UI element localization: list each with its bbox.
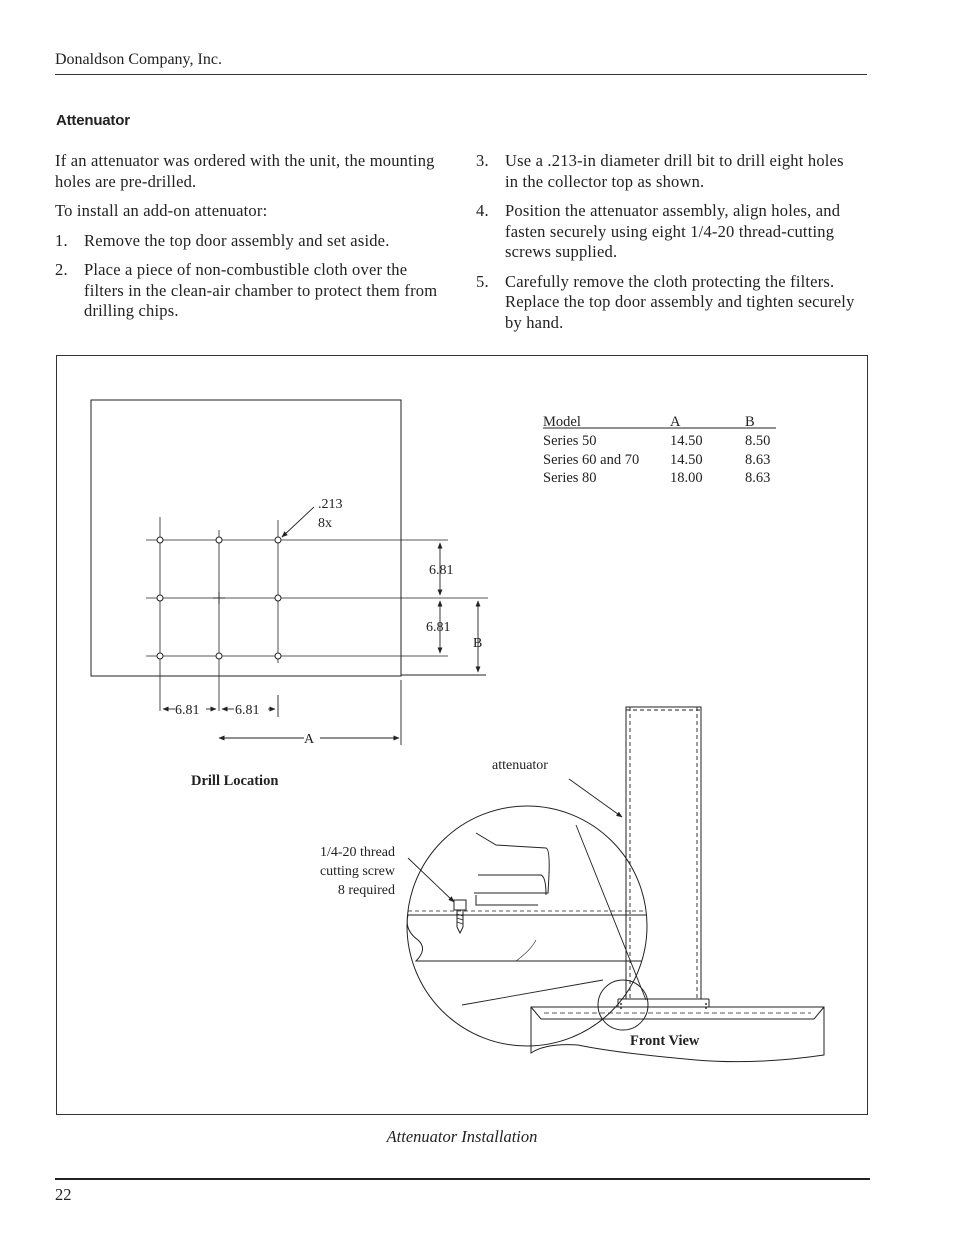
- center-mark: [213, 592, 225, 604]
- table-header-model: Model: [543, 414, 581, 430]
- step-text: Remove the top door assembly and set aside.: [84, 230, 390, 250]
- intro-lead-in: To install an add-on attenuator:: [55, 201, 268, 220]
- step-text: Use a .213-in diameter drill bit to drill eight holes in the collector top as shown.: [505, 151, 844, 191]
- drill-plate: [91, 400, 488, 711]
- table-cell: Series 50: [543, 433, 597, 449]
- step-text: Place a piece of non-combustible cloth over the filters in the clean-air chamber to protect them from drilling chips.: [84, 260, 438, 320]
- dim-a-label: A: [304, 732, 315, 747]
- screw-label-line1: 1/4-20 thread: [319, 845, 395, 860]
- section-title: Attenuator: [56, 112, 130, 129]
- attenuator-leader: [569, 779, 622, 817]
- table-cell: 8.63: [745, 470, 771, 486]
- table-cell: 8.63: [745, 452, 771, 468]
- table-cell: Series 60 and 70: [543, 452, 640, 468]
- front-view-drawing: [531, 707, 824, 1062]
- drill-location-label: Drill Location: [191, 773, 279, 789]
- step-number: 2.: [55, 260, 68, 279]
- figure-caption: Attenuator Installation: [386, 1127, 538, 1146]
- detail-enlargement: [407, 806, 647, 1046]
- screw-leader: [408, 858, 454, 902]
- step-number: 4.: [476, 201, 489, 220]
- step-text: Position the attenuator assembly, align holes, and fasten securely using eight 1/4-20 thread-cutting screws supplied.: [505, 201, 841, 261]
- hole-callout-leader: [282, 507, 314, 537]
- step-5: [476, 272, 856, 334]
- step-4: [476, 201, 856, 263]
- step-2: [55, 260, 447, 322]
- header-company-name: Donaldson Company, Inc.: [55, 51, 222, 68]
- table-header-a: A: [670, 414, 681, 430]
- step-1: [55, 231, 447, 252]
- attenuator-installation-figure: [56, 355, 868, 1115]
- table-cell: 8.50: [745, 433, 771, 449]
- page-number: 22: [55, 1185, 72, 1204]
- step-number: 5.: [476, 271, 489, 291]
- step-text: Carefully remove the cloth protecting the filters. Replace the top door assembly and tighten securely by hand.: [505, 271, 855, 332]
- step-number: 3.: [476, 151, 489, 170]
- dim-right-681: 6.81: [235, 703, 260, 718]
- dim-left-681: 6.81: [175, 703, 200, 718]
- hole-count-label: 8x: [318, 516, 332, 531]
- table-cell: Series 80: [543, 470, 597, 486]
- screw-label-line3: 8 required: [337, 883, 395, 898]
- right-column: [476, 151, 856, 342]
- table-header-b: B: [745, 414, 755, 430]
- table-cell: 18.00: [670, 470, 703, 486]
- intro-paragraph: If an attenuator was ordered with the unit, the mounting holes are pre-drilled.: [55, 151, 435, 191]
- hole-size-label: .213: [318, 497, 343, 512]
- table-cell: 14.50: [670, 452, 703, 468]
- screw-label-line2: cutting screw: [319, 864, 395, 879]
- footer-divider: [55, 1178, 870, 1180]
- dim-b-label: B: [473, 636, 483, 651]
- dim-upper-681: 6.81: [429, 563, 454, 578]
- model-table: [543, 414, 776, 486]
- header-divider: [55, 74, 867, 75]
- table-cell: 14.50: [670, 433, 703, 449]
- left-column: [55, 151, 447, 331]
- front-view-label: Front View: [630, 1033, 700, 1049]
- step-3: [476, 151, 856, 192]
- dim-lower-681: 6.81: [426, 620, 451, 635]
- attenuator-label: attenuator: [492, 758, 548, 773]
- step-number: 1.: [55, 230, 68, 250]
